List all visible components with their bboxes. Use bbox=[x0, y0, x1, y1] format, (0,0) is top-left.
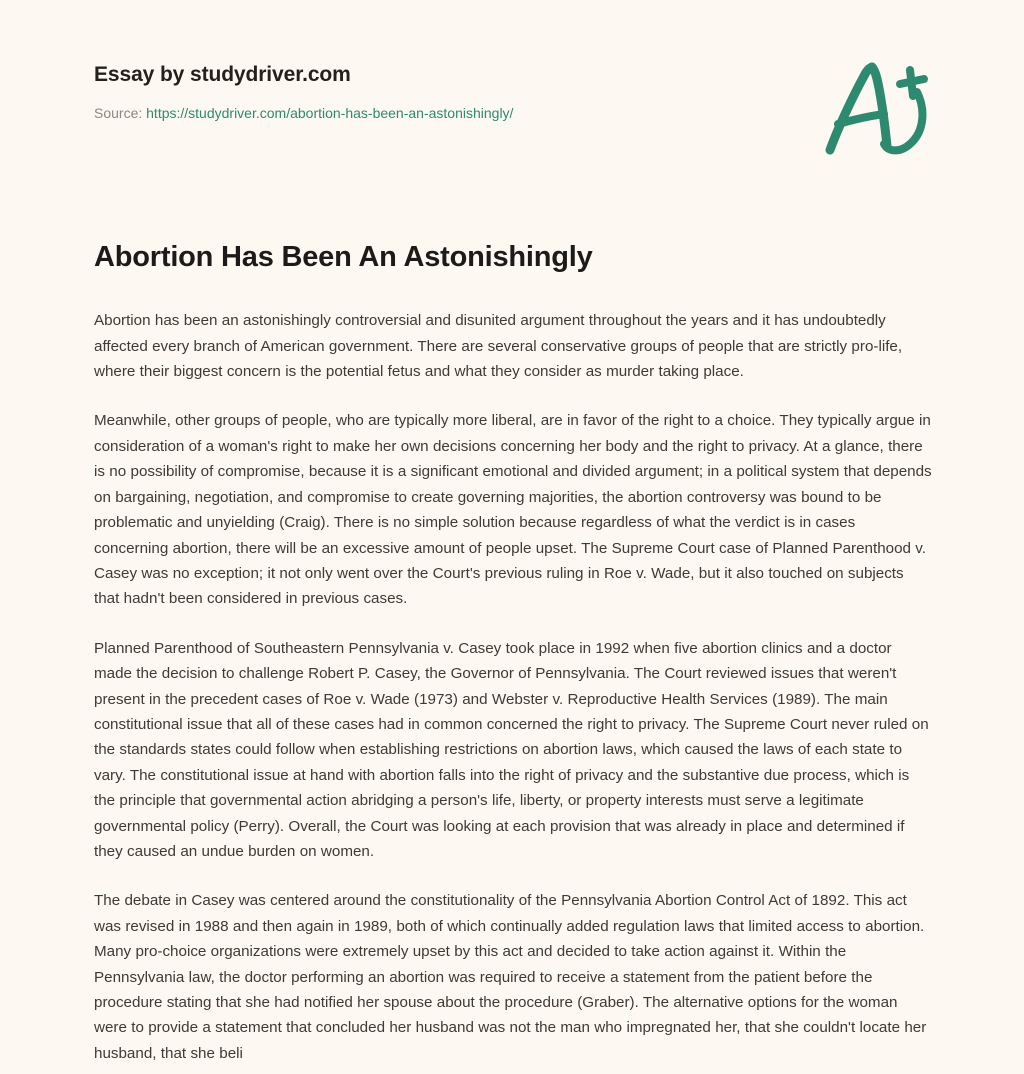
source-url-link[interactable]: https://studydriver.com/abortion-has-been-an-astonishingly/ bbox=[146, 105, 514, 122]
source-label: Source: bbox=[94, 105, 143, 122]
source-line bbox=[94, 104, 930, 122]
article-body bbox=[94, 275, 932, 1066]
page-title: Abortion Has Been An Astonishingly bbox=[94, 241, 593, 273]
paragraph: The debate in Casey was centered around the constitutionality of the Pennsylvania Abortion Control Act of 1892. This act was revised in 1988 and then again in 1989, both of which continually added regulation laws that limited access to abortion. Many pro-choice organizations were extremely upset by this act and decided to take action against it. Within the Pennsylvania law, the doctor performing an abortion was required to receive a statement from the patient before the procedure stating that she had notified her spouse about the procedure (Graber). The alternative options for the woman were to provide a statement that concluded her husband was not the man who impregnated her, that she couldn't locate her husband, that she beli bbox=[94, 892, 927, 1062]
paragraph: Meanwhile, other groups of people, who are typically more liberal, are in favor of the right to a choice. They typically argue in consideration of a woman's right to make her own decisions concerning her body and the right to privacy. At a glance, there is no possibility of compromise, because it is a significant emotional and divided argument; in a political system that depends on bargaining, negotiation, and compromise to create governing majorities, the abortion controversy was bound to be problematic and unyielding (Craig). There is no simple solution because regardless of what the verdict is in cases concerning abortion, there will be an excessive amount of people upset. The Supreme Court case of Planned Parenthood v. Casey was no exception; it not only went over the Court's previous ruling in Roe v. Wade, but it also touched on subjects that hadn't been considered in previous cases. bbox=[94, 412, 932, 608]
essay-byline: Essay by studydriver.com bbox=[94, 63, 351, 86]
paragraph: Planned Parenthood of Southeastern Pennsylvania v. Casey took place in 1992 when five abortion clinics and a doctor made the decision to challenge Robert P. Casey, the Governor of Pennsylvania. The Court reviewed issues that weren't present in the precedent cases of Roe v. Wade (1973) and Webster v. Reproductive Health Services (1989). The main constitutional issue that all of these cases had in common concerned the right to privacy. The Supreme Court never ruled on the standards states could follow when establishing restrictions on abortion laws, which caused the laws of each state to vary. The constitutional issue at hand with abortion falls into the right of privacy and the substantive due process, which is the principle that governmental action abridging a person's life, liberty, or property interests must serve a legitimate governmental policy (Perry). Overall, the Court was looking at each provision that was already in place and determined if they caused an undue burden on women. bbox=[94, 639, 929, 860]
document-header bbox=[94, 0, 930, 128]
paragraph: Abortion has been an astonishingly controversial and disunited argument throughout the years and it has undoubtedly affected every branch of American government. There are several conservative groups of people that are strictly pro-life, where their biggest concern is the potential fetus and what they consider as murder taking place. bbox=[94, 312, 903, 381]
